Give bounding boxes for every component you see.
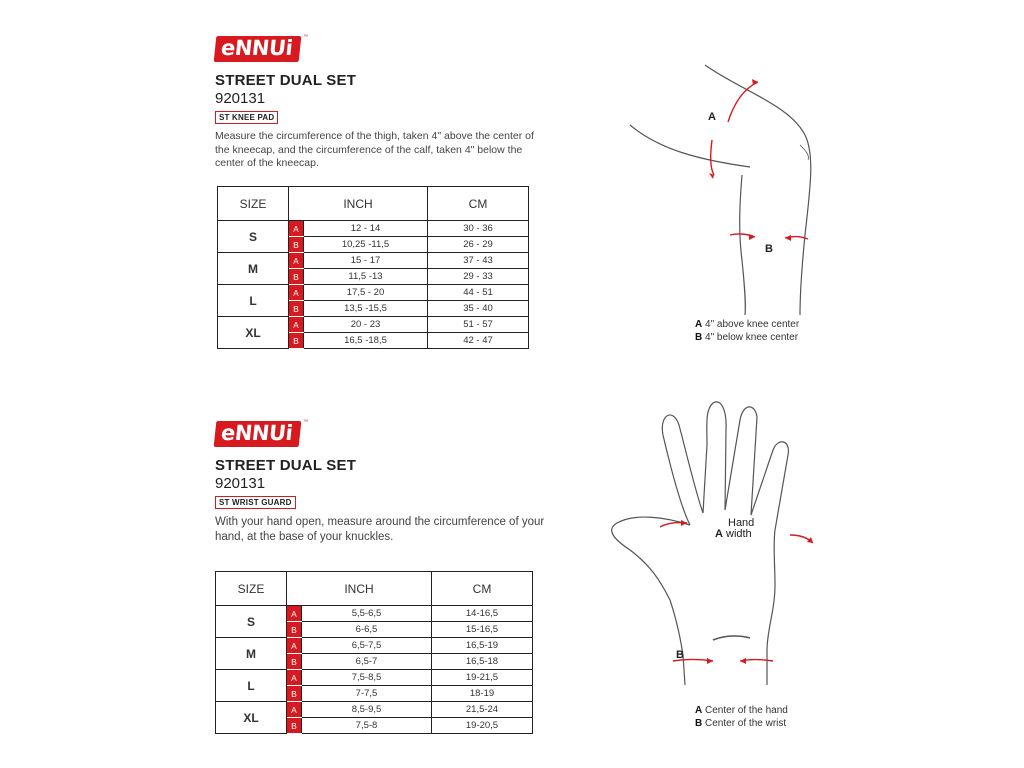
- inch-cell: 13,5 -15,5: [304, 301, 428, 317]
- size-cell: L: [216, 670, 287, 702]
- size-row: [218, 221, 529, 237]
- product-title: STREET DUAL SET: [215, 72, 357, 89]
- size-cell: M: [216, 638, 287, 670]
- measure-point-marker: A: [289, 317, 304, 333]
- col-inch: INCH: [287, 572, 432, 606]
- measure-point-marker: B: [289, 269, 304, 285]
- cm-cell: 26 - 29: [428, 237, 529, 253]
- measure-point-marker: A: [289, 285, 304, 301]
- cm-cell: 51 - 57: [428, 317, 529, 333]
- inch-cell: 8,5-9,5: [302, 702, 432, 718]
- measure-point-marker: B: [287, 686, 302, 702]
- measure-point-marker: A: [287, 702, 302, 718]
- diagram-label-a: A: [708, 111, 716, 123]
- size-cell: M: [218, 253, 289, 285]
- product-code: 920131: [215, 475, 266, 492]
- inch-cell: 6,5-7,5: [302, 638, 432, 654]
- knee-legend: [695, 318, 799, 344]
- cm-cell: 19-21,5: [432, 670, 533, 686]
- brand-logo: eNNUi ™: [215, 36, 300, 62]
- measure-point-marker: A: [289, 253, 304, 269]
- size-row: [218, 285, 529, 301]
- size-row: [216, 606, 533, 622]
- legend-item-a: A Center of the hand: [695, 705, 788, 716]
- cm-cell: 14-16,5: [432, 606, 533, 622]
- product-title: STREET DUAL SET: [215, 457, 357, 474]
- wrist-legend: [695, 704, 788, 730]
- cm-cell: 35 - 40: [428, 301, 529, 317]
- cm-cell: 19-20,5: [432, 718, 533, 734]
- col-cm: CM: [432, 572, 533, 606]
- inch-cell: 11,5 -13: [304, 269, 428, 285]
- measure-point-marker: A: [287, 638, 302, 654]
- measure-point-marker: B: [289, 237, 304, 253]
- legend-item-a: A 4" above knee center: [695, 319, 800, 330]
- inch-cell: 15 - 17: [304, 253, 428, 269]
- size-cell: L: [218, 285, 289, 317]
- size-row: [218, 253, 529, 269]
- cm-cell: 44 - 51: [428, 285, 529, 301]
- leg-diagram: [620, 60, 850, 330]
- cm-cell: 30 - 36: [428, 221, 529, 237]
- inch-cell: 5,5-6,5: [302, 606, 432, 622]
- inch-cell: 12 - 14: [304, 221, 428, 237]
- col-size: SIZE: [218, 187, 289, 221]
- inch-cell: 17,5 - 20: [304, 285, 428, 301]
- wrist-guard-section: [215, 421, 545, 545]
- product-badge: ST WRIST GUARD: [215, 496, 296, 509]
- legend-item-b: B Center of the wrist: [695, 718, 787, 729]
- cm-cell: 16,5-18: [432, 654, 533, 670]
- measure-description: Measure the circumference of the thigh, taken 4" above the center of the kneecap, and the circumference of the calf, taken 4" below the center of the kneecap.: [215, 130, 534, 169]
- hand-diagram: [595, 395, 825, 695]
- measure-description: With your hand open, measure around the circumference of your hand, at the base of your knuckles.: [215, 516, 545, 543]
- size-cell: S: [216, 606, 287, 638]
- product-badge: ST KNEE PAD: [215, 111, 278, 124]
- size-row: [216, 702, 533, 718]
- measure-point-marker: B: [289, 301, 304, 317]
- diagram-label-hand: Hand: [728, 517, 755, 529]
- product-code: 920131: [215, 90, 266, 107]
- col-cm: CM: [428, 187, 529, 221]
- size-row: [218, 317, 529, 333]
- inch-cell: 10,25 -11,5: [304, 237, 428, 253]
- size-row: [216, 638, 533, 654]
- size-row: [216, 670, 533, 686]
- knee-size-table: [217, 186, 529, 349]
- measure-point-marker: A: [289, 221, 304, 237]
- cm-cell: 15-16,5: [432, 622, 533, 638]
- inch-cell: 6-6,5: [302, 622, 432, 638]
- inch-cell: 16,5 -18,5: [304, 333, 428, 349]
- inch-cell: 20 - 23: [304, 317, 428, 333]
- measure-point-marker: B: [287, 622, 302, 638]
- inch-cell: 7,5-8: [302, 718, 432, 734]
- col-inch: INCH: [289, 187, 428, 221]
- legend-item-b: B 4" below knee center: [695, 332, 799, 343]
- knee-pad-section: [215, 36, 545, 171]
- inch-cell: 7,5-8,5: [302, 670, 432, 686]
- cm-cell: 18-19: [432, 686, 533, 702]
- wrist-size-table: [215, 571, 533, 734]
- measure-point-marker: A: [287, 606, 302, 622]
- diagram-label-width: width: [726, 528, 752, 540]
- size-cell: XL: [218, 317, 289, 349]
- diagram-label-b: B: [765, 243, 773, 255]
- diagram-label-b: B: [676, 649, 684, 661]
- size-cell: S: [218, 221, 289, 253]
- measure-point-marker: B: [287, 718, 302, 734]
- cm-cell: 21,5-24: [432, 702, 533, 718]
- measure-point-marker: B: [287, 654, 302, 670]
- measure-point-marker: A: [287, 670, 302, 686]
- col-size: SIZE: [216, 572, 287, 606]
- inch-cell: 6,5-7: [302, 654, 432, 670]
- brand-logo: eNNUi ™: [215, 421, 300, 447]
- cm-cell: 29 - 33: [428, 269, 529, 285]
- measure-point-marker: B: [289, 333, 304, 349]
- cm-cell: 37 - 43: [428, 253, 529, 269]
- cm-cell: 16,5-19: [432, 638, 533, 654]
- size-cell: XL: [216, 702, 287, 734]
- inch-cell: 7-7,5: [302, 686, 432, 702]
- cm-cell: 42 - 47: [428, 333, 529, 349]
- diagram-label-a: A: [715, 528, 723, 540]
